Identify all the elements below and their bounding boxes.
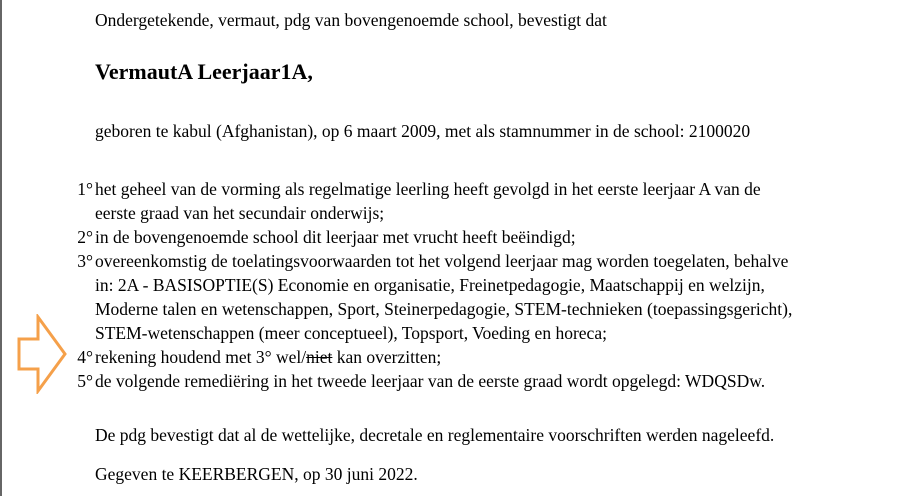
item-number-5: 5° <box>77 371 93 391</box>
item-4-text-before: rekening houdend met 3° wel/ <box>95 347 307 367</box>
page-edge <box>0 0 2 496</box>
item-number-2: 2° <box>77 227 93 247</box>
arrow-shape <box>19 317 65 391</box>
item-4-struck-text: niet <box>306 347 333 367</box>
item-3-line-4: STEM-wetenschappen (meer conceptueel), Topsport, Voeding en horeca; <box>95 323 607 343</box>
confirmation-text: De pdg bevestigt dat al de wettelijke, decretale en reglementaire voorschriften werden nageleefd. <box>95 425 775 445</box>
item-4-text-after: kan overzitten; <box>332 347 442 367</box>
item-number-4: 4° <box>77 347 93 367</box>
item-3-line-1: overeenkomstig de toelatingsvoorwaarden tot het volgend leerjaar mag worden toegelaten, behalve <box>95 251 789 271</box>
item-3-line-2: in: 2A - BASISOPTIE(S) Economie en organisatie, Freinetpedagogie, Maatschappij en welzijn, <box>95 275 765 295</box>
item-number-1: 1° <box>77 179 93 199</box>
given-text: Gegeven te KEERBERGEN, op 30 juni 2022. <box>95 464 418 484</box>
birth-line: geboren te kabul (Afghanistan), op 6 maart 2009, met als stamnummer in de school: 2100020 <box>95 121 751 141</box>
item-2-line-1: in de bovengenoemde school dit leerjaar met vrucht heeft beëindigd; <box>95 227 576 247</box>
student-name: VermautA Leerjaar1A, <box>95 59 313 84</box>
item-4-line <box>95 345 441 369</box>
intro-text: Ondergetekende, vermaut, pdg van bovengenoemde school, bevestigt dat <box>95 10 607 30</box>
item-number-3: 3° <box>77 251 93 271</box>
item-3-line-3: Moderne talen en wetenschappen, Sport, Steinerpedagogie, STEM-technieken (toepassingsgericht), <box>95 299 793 319</box>
item-5-line-1: de volgende remediëring in het tweede leerjaar van de eerste graad wordt opgelegd: WDQSDw. <box>95 371 766 391</box>
right-arrow-outline-icon <box>16 314 68 394</box>
item-1-line-2: eerste graad van het secundair onderwijs; <box>95 203 385 223</box>
item-1-line-1: het geheel van de vorming als regelmatige leerling heeft gevolgd in het eerste leerjaar A van de <box>95 179 761 199</box>
